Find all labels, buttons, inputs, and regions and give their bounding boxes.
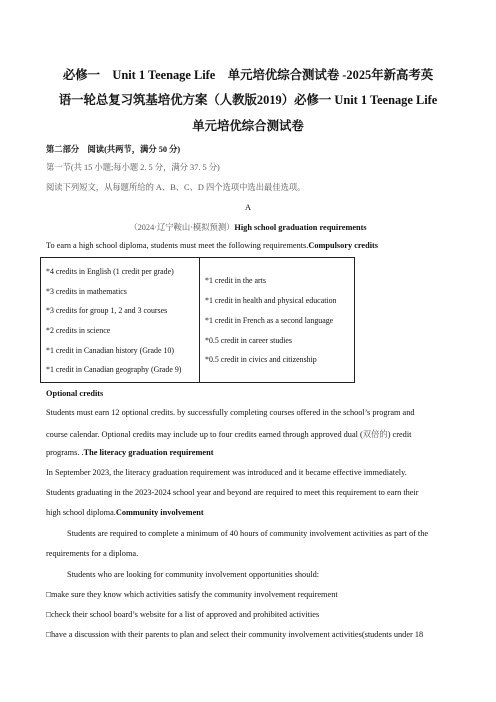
optional-credits-heading: Optional credits — [46, 389, 104, 398]
optional-line-2-text: course calendar. Optional credits may include up to four credits earned through approved dual ( — [46, 430, 363, 439]
literacy-line-1: In September 2023, the literacy graduation requirement was introduced and it became effective immediately. — [46, 468, 407, 477]
credit-item: *1 credit in French as a second language — [205, 316, 334, 325]
passage-intro-text: To earn a high school diploma, students must meet the following requirements. — [46, 241, 309, 250]
literacy-heading: The literacy graduation requirement — [83, 448, 214, 457]
credits-table — [40, 257, 355, 383]
optional-line-2-chinese: 双倍的 — [362, 430, 388, 439]
credit-item: *3 credits in mathematics — [46, 287, 127, 296]
optional-line-1: Students must earn 12 optional credits. by successfully completing courses offered in the school’s program and — [46, 408, 415, 417]
optional-line-2-end: ) credit — [387, 430, 412, 439]
credit-item: *4 credits in English (1 credit per grade) — [46, 267, 174, 276]
document-title-line-1: 必修一 Unit 1 Teenage Life 单元培优综合测试卷 -2025年新高考英 — [62, 68, 434, 82]
community-heading: Community involvement — [115, 508, 204, 517]
optional-line-3 — [46, 448, 213, 457]
table-divider — [199, 258, 200, 382]
document-title-line-2: 语一轮总复习筑基培优方案（人教版2019）必修一 Unit 1 Teenage Life — [58, 93, 438, 107]
part-title: 第二部分 阅读(共两节，满分 50 分) — [46, 145, 181, 154]
community-para-1-line-2: requirements for a diploma. — [46, 549, 139, 558]
community-para-2: Students who are looking for community involvement opportunities should: — [67, 570, 320, 579]
credit-item: *1 credit in health and physical education — [205, 296, 337, 305]
compulsory-credits-heading: Compulsory credits — [308, 241, 379, 250]
community-bullet: □have a discussion with their parents to plan and select their community involvement activities(students under 18 — [46, 630, 424, 639]
credit-item: *1 credit in Canadian history (Grade 10) — [46, 346, 174, 355]
community-bullet: □make sure they know which activities satisfy the community involvement requirement — [46, 590, 338, 599]
section-instruction: 阅读下列短文，从每题所给的 A、B、C、D 四个选项中选出最佳选项。 — [46, 183, 306, 192]
document-title-line-3: 单元培优综合测试卷 — [192, 119, 304, 133]
literacy-line-2: Students graduating in the 2023-2024 school year and beyond are required to meet this requirement to earn their — [46, 488, 419, 497]
credit-item: *0.5 credit in career studies — [205, 336, 292, 345]
literacy-line-3-text: high school diploma. — [46, 508, 116, 517]
passage-title: High school graduation requirements — [234, 223, 367, 232]
credit-item: *3 credits for group 1, 2 and 3 courses — [46, 306, 168, 315]
section-subtitle: 第一节(共 15 小题;每小题 2. 5 分，满分 37. 5 分) — [46, 163, 220, 172]
passage-letter: A — [245, 203, 251, 212]
optional-line-3-text: programs. . — [46, 448, 84, 457]
credit-item: *0.5 credit in civics and citizenship — [205, 355, 317, 364]
passage-intro — [46, 241, 378, 250]
passage-heading — [0, 221, 496, 233]
credit-item: *1 credit in Canadian geography (Grade 9) — [46, 365, 182, 374]
optional-line-2 — [46, 428, 411, 440]
passage-source: （2024·辽宁鞍山·模拟预测） — [129, 223, 235, 232]
community-para-1-line-1: Students are required to complete a minimum of 40 hours of community involvement activities as part of the — [67, 529, 429, 538]
credit-item: *1 credit in the arts — [205, 276, 266, 285]
literacy-line-3 — [46, 508, 204, 517]
community-bullet: □check their school board’s website for a list of approved and prohibited activities — [46, 610, 320, 619]
credit-item: *2 credits in science — [46, 326, 111, 335]
